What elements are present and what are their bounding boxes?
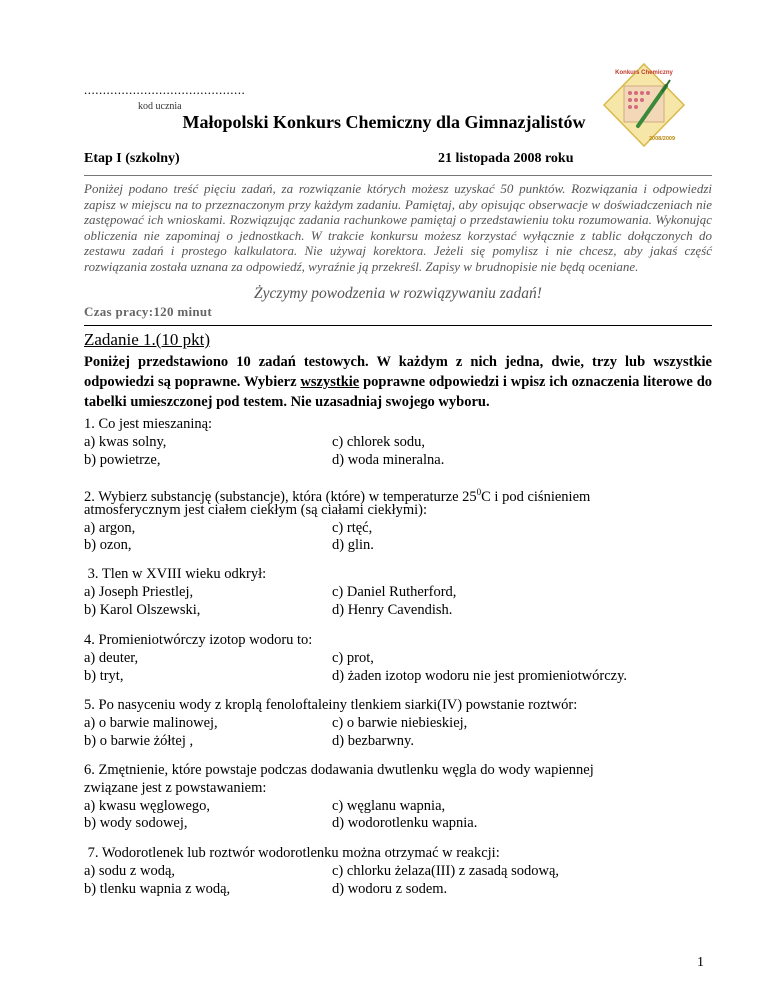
option-b: b) wody sodowej, — [84, 815, 188, 832]
question-4: 4. Promieniotwórczy izotop wodoru to: a) deuter, c) prot, b) tryt, d) żaden izotop wodoru nie jest promieniotwórczy. — [84, 632, 628, 684]
option-d: d) glin. — [332, 537, 374, 554]
question-2: 2. Wybierz substancję (substancje), która (które) w temperaturze $25^0C$ i pod ciśnieniem atmosferycznym jest ciałem ciekłym (są ciałami ciekłymi): a) argon, c) rtęć, b) ozon, d) glin. — [84, 487, 591, 554]
option-b: b) o barwie żółtej , — [84, 732, 194, 749]
option-a: a) Joseph Priestlej, — [84, 583, 194, 600]
student-code-label: kod ucznia — [138, 101, 182, 112]
option-b: b) powietrze, — [84, 451, 161, 468]
option-a: a) sodu z wodą, — [84, 862, 176, 879]
option-d: d) żaden izotop wodoru nie jest promieniotwórczy. — [332, 667, 628, 684]
logo-text-bottom: 2008/2009 — [649, 136, 675, 142]
option-c: c) chlorek sodu, — [332, 433, 426, 450]
task-instruction: Poniżej przedstawiono 10 zadań testowych. W każdym z nich jedna, dwie, trzy lub wszystkie odpowiedzi są poprawne. Wybierz wszystkie poprawne odpowiedzi i wpisz ich oznaczenia literowe do tabelki umieszczonej pod testem. Nie uzasadniaj swojego wyboru. — [84, 354, 713, 410]
task-title: Zadanie 1.(10 pkt) — [84, 330, 211, 349]
option-d: d) bezbarwny. — [332, 732, 414, 749]
intro-paragraph: Poniżej podano treść pięciu zadań, za rozwiązanie których możesz uzyskać 50 punktów. Rozwiązania i odpowiedzi zapisz w miejscu na to przeznaczonym przy każdym zadaniu. Pamiętaj, aby opisując obserwacje w doświadczeniach nie zastępować ich wnioskami. Rozwiązując zadania rachunkowe pamiętaj o przedstawieniu toku rozumowania. Wykonując obliczenia nie zapominaj o jednostkach. W trakcie konkursu możesz korzystać wyłącznie z tablic dołączonych do zestawu zadań i prostego kalkulatora. Nie używaj korektora. Jeżeli się pomylisz i nie chcesz, aby jakaś część rozwiązania została uznana za odpowiedź, wyraźnie ją przekreśl. Zapisy w brudnopisie nie będą oceniane. — [84, 181, 712, 274]
option-a: a) deuter, — [84, 649, 139, 666]
option-b: b) tryt, — [84, 667, 124, 684]
question-7: 7. Wodorotlenek lub roztwór wodorotlenku można otrzymać w reakcji: a) sodu z wodą, c) chlorku żelaza(III) z zasadą sodową, b) tlenku wapnia z wodą, d) wodoru z sodem. — [84, 845, 560, 897]
question-6: 6. Zmętnienie, które powstaje podczas dodawania dwutlenku węgla do wody wapiennej związane jest z powstawaniem: a) kwasu węglowego, c) węglanu wapnia, b) wody sodowej, d) wodorotlenku wapnia. — [84, 762, 594, 832]
contest-title: Małopolski Konkurs Chemiczny dla Gimnazjalistów — [182, 112, 586, 132]
option-a: a) kwas solny, — [84, 433, 167, 450]
time-limit: Czas pracy:120 minut — [84, 304, 213, 319]
page-number: 1 — [697, 955, 704, 970]
question-1: 1. Co jest mieszaniną: a) kwas solny, c) chlorek sodu, b) powietrze, d) woda mineralna. — [84, 416, 445, 468]
option-b: b) tlenku wapnia z wodą, — [84, 880, 231, 897]
section-divider — [84, 325, 712, 326]
option-b: b) Karol Olszewski, — [84, 601, 201, 618]
option-b: b) ozon, — [84, 537, 132, 554]
competition-logo — [602, 62, 686, 148]
option-c: c) węglanu wapnia, — [332, 797, 446, 814]
option-c: c) prot, — [332, 649, 374, 666]
option-d: d) woda mineralna. — [332, 451, 445, 468]
option-c: c) o barwie niebieskiej, — [332, 714, 468, 731]
contest-date: 21 listopada 2008 roku — [438, 151, 574, 166]
option-c: c) chlorku żelaza(III) z zasadą sodową, — [332, 862, 560, 879]
header-divider — [84, 175, 712, 176]
option-c: c) rtęć, — [332, 519, 373, 536]
good-luck-wish: Życzymy powodzenia w rozwiązywaniu zadań! — [254, 285, 542, 302]
question-5: 5. Po nasyceniu wody z kroplą fenoloftaleiny tlenkiem siarki(IV) powstanie roztwór: a) o barwie malinowej, c) o barwie niebieskiej, b) o barwie żółtej , d) bezbarwny. — [84, 697, 578, 749]
instruction-emphasis: wszystkie — [300, 374, 360, 390]
option-d: d) wodoru z sodem. — [332, 880, 448, 897]
option-a: a) o barwie malinowej, — [84, 714, 218, 731]
option-d: d) wodorotlenku wapnia. — [332, 815, 478, 832]
option-d: d) Henry Cavendish. — [332, 601, 453, 618]
stage-label: Etap I (szkolny) — [84, 151, 180, 166]
question-3: 3. Tlen w XVIII wieku odkrył: a) Joseph Priestlej, c) Daniel Rutherford, b) Karol Olszewski, d) Henry Cavendish. — [84, 566, 457, 618]
option-a: a) argon, — [84, 519, 136, 536]
option-c: c) Daniel Rutherford, — [332, 583, 457, 600]
option-a: a) kwasu węglowego, — [84, 797, 211, 814]
student-code-dots: ........................................... — [84, 82, 246, 97]
logo-text-top: Konkurs Chemiczny — [615, 70, 673, 76]
